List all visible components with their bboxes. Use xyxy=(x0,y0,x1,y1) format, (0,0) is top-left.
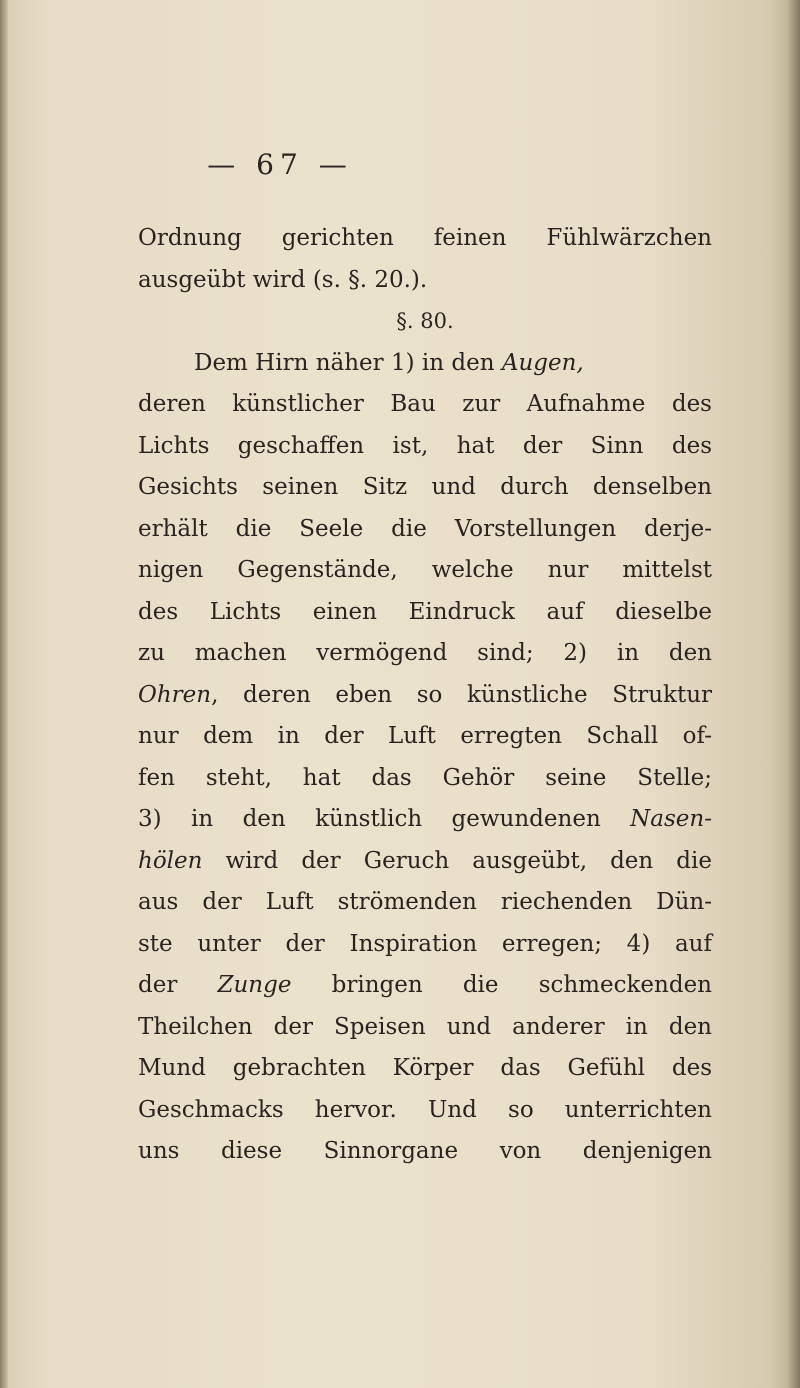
text-span: §. 80. xyxy=(396,309,454,333)
text-span: Geschmacks hervor. Und so unterrichten xyxy=(138,1096,712,1123)
italic-term: Nasen- xyxy=(630,806,712,832)
text-line xyxy=(138,675,712,717)
text-span: , deren eben so künstliche Struktur xyxy=(211,681,712,708)
page-left-edge xyxy=(0,0,8,1388)
text-span: wird der Geruch ausgeübt, den die xyxy=(202,847,712,874)
text-line xyxy=(138,592,712,634)
text-line xyxy=(138,1090,712,1132)
text-span: Gesichts seinen Sitz und durch denselben xyxy=(138,474,712,500)
text-span: zu machen vermögend sind; 2) in den xyxy=(138,640,712,666)
text-span: ausgeübt wird (s. §. 20.). xyxy=(138,266,428,293)
text-line xyxy=(138,550,712,592)
page-right-edge xyxy=(786,0,800,1388)
text-span: aus der Luft strömenden riechenden Dün- xyxy=(138,889,712,915)
text-line xyxy=(138,924,712,966)
italic-term: Augen, xyxy=(501,349,584,376)
text-line xyxy=(138,260,712,302)
text-line xyxy=(138,343,712,385)
italic-term: Zunge xyxy=(217,972,292,998)
text-span: fen steht, hat das Gehör seine Stelle; xyxy=(138,764,712,791)
text-span: Theilchen der Speisen und anderer in den xyxy=(138,1013,712,1040)
body-text xyxy=(138,218,712,1173)
text-span: nur dem in der Luft erregten Schall of- xyxy=(138,723,712,749)
text-span: deren künstlicher Bau zur Aufnahme des xyxy=(138,391,712,417)
text-span: der xyxy=(138,972,218,998)
italic-term: hölen xyxy=(138,847,203,874)
text-line xyxy=(138,841,712,883)
page-number: — 67 — xyxy=(207,148,353,181)
text-span: Dem Hirn näher 1) in den xyxy=(194,349,502,376)
text-line xyxy=(138,384,712,426)
text-span: Lichts geschaffen ist, hat der Sinn des xyxy=(138,432,712,459)
text-line xyxy=(138,716,712,758)
italic-term: Ohren xyxy=(138,681,212,708)
text-line xyxy=(138,218,712,260)
text-span: Ordnung gerichten feinen Fühlwärzchen xyxy=(138,225,712,251)
text-line xyxy=(138,633,712,675)
text-span: ste unter der Inspiration erregen; 4) auf xyxy=(138,930,712,957)
text-line xyxy=(138,882,712,924)
text-span: bringen die schmeckenden xyxy=(291,972,712,998)
text-line xyxy=(138,965,712,1007)
text-line xyxy=(138,509,712,551)
text-span: 3) in den künstlich gewundenen xyxy=(138,806,631,832)
text-line xyxy=(138,1131,712,1173)
text-span: erhält die Seele die Vorstellungen derje- xyxy=(138,515,712,542)
text-line xyxy=(138,467,712,509)
text-line xyxy=(138,426,712,468)
text-line xyxy=(138,799,712,841)
text-line xyxy=(138,1048,712,1090)
text-span: Mund gebrachten Körper das Gefühl des xyxy=(138,1055,712,1081)
text-line xyxy=(138,1007,712,1049)
text-line xyxy=(138,758,712,800)
section-heading xyxy=(138,301,712,343)
text-span: nigen Gegenstände, welche nur mittelst xyxy=(138,557,712,583)
text-span: des Lichts einen Eindruck auf dieselbe xyxy=(138,598,712,625)
text-span: uns diese Sinnorgane von denjenigen xyxy=(138,1138,712,1164)
